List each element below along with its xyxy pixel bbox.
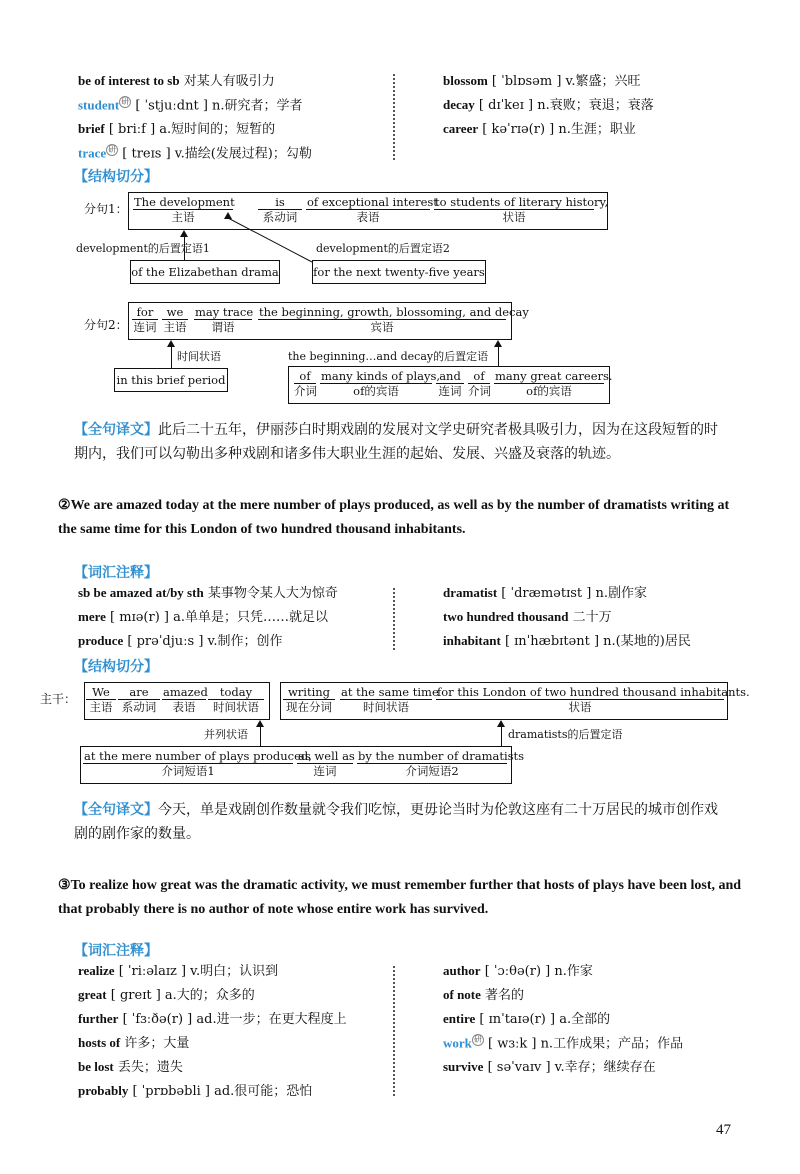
segment-zh: 系动词: [262, 210, 298, 224]
vocab-detail: [ ɪnˈhæbɪtənt ] n.(某地的)居民: [500, 634, 691, 649]
main-segment: [208, 685, 264, 714]
main-segment: [118, 685, 160, 714]
segment-en: by the number of dramatists: [358, 749, 525, 763]
attr-segment: [320, 369, 441, 398]
main-segment: [86, 685, 116, 714]
vocab-detail: [ greɪt ] a.大的；众多的: [106, 988, 255, 1003]
vocab-detail: [ ˈfɜːðə(r) ] ad.进一步；在更大程度上: [118, 1012, 347, 1027]
attr-segment: [494, 369, 613, 398]
research-icon: 研: [108, 145, 117, 155]
wavy-divider: [393, 966, 407, 1096]
segment-zh: 连词: [438, 384, 462, 398]
participle-segment: [283, 685, 335, 714]
vocab-entry: [78, 986, 347, 1005]
vocab-detail: [ ɪnˈtaɪə(r) ] a.全部的: [475, 1012, 611, 1027]
diagonal-arrow: [226, 216, 316, 264]
s2-vocab-left: [78, 584, 338, 651]
attr-note: the beginning…and decay的后置定语: [288, 350, 489, 363]
vocab-detail: [ briːf ] a.短时间的；短暂的: [104, 122, 276, 138]
vocab-word: entire: [443, 1011, 476, 1026]
vocab-detail: [ ˈdræmətɪst ] n.剧作家: [497, 586, 647, 601]
segment-en: of: [468, 369, 490, 384]
vocab-detail: 丢失；遗失: [113, 1060, 183, 1075]
vocab-word: be lost: [78, 1059, 114, 1074]
segment-zh: 时间状语: [213, 700, 259, 714]
sentence-number: ③: [58, 878, 71, 893]
segment-en: at the mere number of plays produced,: [84, 749, 312, 763]
postmodifier-note-2: development的后置定语2: [316, 242, 450, 255]
vocab-detail: [ ˈɔːθə(r) ] n.作家: [480, 964, 593, 979]
translation-text: 此后二十五年，伊丽莎白时期戏剧的发展对文学史研究者极具吸引力，因为在这段短暂的时期内，我们可以勾勒出多种戏剧和诸多伟大职业生涯的起始、发展、兴盛及衰落的轨迹。: [74, 422, 718, 462]
segment-en: the beginning, growth, blossoming, and decay: [259, 305, 529, 319]
clause-segment: [258, 305, 529, 334]
vocab-detail: [ dɪˈkeɪ ] n.衰败；衰退；衰落: [474, 98, 654, 113]
vocab-detail: 某事物令某人大为惊奇: [203, 586, 338, 601]
participle-segment: [340, 685, 439, 714]
main-label: 主干：: [40, 692, 77, 706]
vocab-entry: [78, 72, 312, 91]
vocab-word: trace: [78, 145, 107, 161]
translation-label: 【全句译文】: [74, 802, 158, 818]
arrow-line: [171, 346, 172, 368]
segment-zh: 连词: [313, 764, 337, 778]
vocab-detail: [ ˈprɒbəbli ] ad.很可能；恐怕: [128, 1084, 313, 1099]
vocab-entry: [78, 120, 312, 139]
segment-zh: of的宾语: [353, 384, 399, 398]
prep-segment: [357, 749, 525, 778]
vocab-detail: [ ˈriːəlaɪz ] v.明白；认识到: [114, 964, 279, 979]
modifier-box-1: of the Elizabethan drama: [130, 260, 280, 284]
vocab-detail: 许多；大量: [120, 1036, 190, 1051]
clause-segment: [162, 305, 188, 334]
vocab-heading: 【词汇注释】: [74, 565, 158, 581]
segment-en: today: [208, 685, 264, 700]
vocab-detail: [ prəˈdjuːs ] v.制作；创作: [123, 634, 283, 649]
translation-2: [74, 798, 730, 846]
vocab-entry: [78, 962, 347, 981]
vocab-word: survive: [443, 1059, 484, 1075]
vocab-word: student: [78, 97, 120, 113]
time-adverbial-note: 时间状语: [177, 350, 221, 363]
vocab-word: be of interest to sb: [78, 73, 180, 88]
vocab-word: sb be amazed at/by sth: [78, 585, 204, 600]
vocab-entry: [443, 1010, 683, 1029]
s1-vocab-left: [78, 72, 312, 164]
attr-segment: [436, 369, 464, 398]
vocab-word: further: [78, 1011, 119, 1026]
vocab-word: dramatist: [443, 585, 498, 600]
vocab-word: great: [78, 987, 107, 1002]
prep-segment: [297, 749, 353, 778]
main-segment: [162, 685, 206, 714]
vocab-entry: [78, 632, 338, 651]
segment-en: as well as: [298, 749, 355, 763]
s2-vocab-right: [443, 584, 691, 651]
vocab-entry: [443, 96, 654, 115]
vocab-entry: [443, 632, 691, 651]
research-icon: 研: [121, 97, 130, 106]
vocab-word: realize: [78, 963, 115, 978]
segment-zh: 时间状语: [363, 700, 409, 714]
segment-zh: 谓语: [211, 320, 235, 334]
sentence-number: ②: [58, 498, 71, 513]
vocab-entry: [443, 120, 654, 139]
structure-heading: 【结构切分】: [74, 659, 158, 675]
attr-segment: [468, 369, 490, 398]
segment-en: is: [258, 195, 302, 210]
vocab-word: blossom: [443, 73, 488, 88]
segment-en: We: [86, 685, 116, 700]
clause-segment: [194, 305, 252, 334]
arrow-line: [498, 346, 499, 366]
vocab-word: author: [443, 963, 481, 978]
vocab-detail: [ kəˈrɪə(r) ] n.生涯；职业: [478, 122, 636, 137]
vocab-detail: [ səˈvaɪv ] v.幸存；继续存在: [483, 1060, 656, 1076]
segment-zh: 状语: [568, 700, 592, 714]
segment-zh: 现在分词: [286, 700, 332, 714]
segment-zh: 介词短语1: [161, 764, 215, 778]
clause1-label: 分句1：: [84, 202, 128, 216]
segment-zh: 状语: [502, 210, 526, 224]
segment-zh: 表语: [172, 700, 196, 714]
vocab-word: career: [443, 121, 479, 136]
sentence-text: We are amazed today at the mere number of plays produced, as well as by the number of dramatists writing at the same time for this London of two hundred thousand inhabitants.: [58, 498, 730, 537]
vocab-entry: [78, 1082, 347, 1101]
segment-en: to students of literary history,: [435, 195, 609, 209]
vocab-word: decay: [443, 97, 475, 112]
clause-segment: [132, 305, 158, 334]
vocab-entry: [443, 962, 683, 981]
time-box: in this brief period: [114, 368, 228, 392]
s3-vocab-right: [443, 962, 683, 1077]
translation-label: 【全句译文】: [74, 422, 158, 438]
vocab-detail: [ treɪs ] v.描绘(发展过程)；勾勒: [118, 146, 312, 162]
vocab-word: mere: [78, 609, 106, 624]
vocab-word: of note: [443, 987, 481, 1002]
vocab-entry: [78, 1058, 347, 1077]
modifier-box-2: for the next twenty-five years: [312, 260, 486, 284]
vocab-word: produce: [78, 633, 124, 648]
vocab-entry: [443, 608, 691, 627]
translation-1: [74, 418, 730, 466]
vocab-detail: 著名的: [480, 988, 525, 1003]
sentence-text: To realize how great was the dramatic activity, we must remember further that hosts of plays have been lost, and that probably there is no author of note whose entire work has survived.: [58, 878, 742, 917]
vocab-entry: [443, 584, 691, 603]
segment-zh: 宾语: [370, 320, 394, 334]
vocab-detail: [ mɪə(r) ] a.单单是；只凭……就足以: [105, 610, 328, 625]
attr-segment: [294, 369, 316, 398]
vocab-entry: [443, 1058, 683, 1077]
segment-en: at the same time: [341, 685, 439, 699]
vocab-entry: [78, 1010, 347, 1029]
s3-vocab-left: [78, 962, 347, 1101]
segment-zh: 表语: [356, 210, 380, 224]
segment-zh: 主语: [171, 210, 195, 224]
structure-heading: 【结构切分】: [74, 169, 158, 185]
sentence-2: [58, 494, 742, 542]
vocab-entry: [443, 1034, 683, 1053]
segment-zh: of的宾语: [526, 384, 572, 398]
segment-en: for this London of two hundred thousand inhabitants.: [437, 685, 750, 699]
segment-en: may trace: [195, 305, 254, 319]
participle-segment: [436, 685, 750, 714]
page-number: 47: [716, 1122, 731, 1138]
segment-zh: 主语: [163, 320, 187, 334]
wavy-divider: [393, 74, 407, 160]
segment-zh: 主语: [89, 700, 113, 714]
vocab-word: work: [443, 1035, 472, 1051]
arrow-line: [260, 726, 261, 746]
segment-en: of exceptional interest: [307, 195, 438, 209]
segment-en: writing: [283, 685, 335, 700]
segment-zh: 介词短语2: [405, 764, 459, 778]
segment-en: amazed: [163, 685, 208, 699]
segment-en: for: [132, 305, 158, 320]
segment-en: many kinds of plays,: [321, 369, 441, 383]
segment-en: are: [118, 685, 160, 700]
segment-en: many great careers.: [495, 369, 613, 383]
clause-segment: [306, 195, 438, 224]
segment-en: and: [436, 369, 464, 384]
clause2-label: 分句2：: [84, 318, 128, 332]
vocab-detail: 对某人有吸引力: [179, 74, 275, 89]
wavy-divider: [393, 588, 407, 650]
translation-text: 今天，单是戏剧创作数量就令我们吃惊，更毋论当时为伦敦这座有二十万居民的城市创作戏剧的剧作家的数量。: [74, 802, 718, 842]
vocab-word: hosts of: [78, 1035, 121, 1050]
vocab-entry: [78, 96, 312, 115]
vocab-detail: 二十万: [568, 610, 612, 625]
vocab-word: brief: [78, 121, 105, 137]
vocab-entry: [78, 584, 338, 603]
vocab-entry: [78, 1034, 347, 1053]
postmodifier-note-1: development的后置定语1: [76, 242, 210, 255]
segment-zh: 介词: [468, 384, 491, 398]
segment-en: we: [162, 305, 188, 320]
segment-zh: 介词: [294, 384, 317, 398]
parallel-adverbial-note: 并列状语: [204, 728, 248, 741]
vocab-entry: [443, 72, 654, 91]
sentence-3: [58, 874, 742, 922]
vocab-detail: [ ˈstjuːdnt ] n.研究者；学者: [131, 98, 303, 114]
vocab-entry: [78, 608, 338, 627]
research-icon: 研: [473, 1035, 482, 1044]
segment-en: The development: [134, 195, 235, 209]
vocab-word: inhabitant: [443, 633, 501, 648]
vocab-heading: 【词汇注释】: [74, 943, 158, 959]
segment-en: of: [294, 369, 316, 384]
vocab-word: two hundred thousand: [443, 609, 569, 624]
clause-segment: [133, 195, 233, 224]
dramatists-attr-note: dramatists的后置定语: [508, 728, 623, 741]
s1-vocab-right: [443, 72, 654, 139]
clause-segment: [434, 195, 609, 224]
vocab-entry: [443, 986, 683, 1005]
arrow-line: [501, 726, 502, 746]
vocab-word: probably: [78, 1083, 129, 1098]
vocab-entry: [78, 144, 312, 163]
segment-zh: 连词: [133, 320, 157, 334]
vocab-detail: [ ˈblɒsəm ] v.繁盛；兴旺: [487, 74, 641, 89]
segment-zh: 系动词: [121, 700, 157, 714]
prep-segment: [83, 749, 312, 778]
vocab-detail: [ wɜːk ] n.工作成果；产品；作品: [483, 1036, 684, 1052]
